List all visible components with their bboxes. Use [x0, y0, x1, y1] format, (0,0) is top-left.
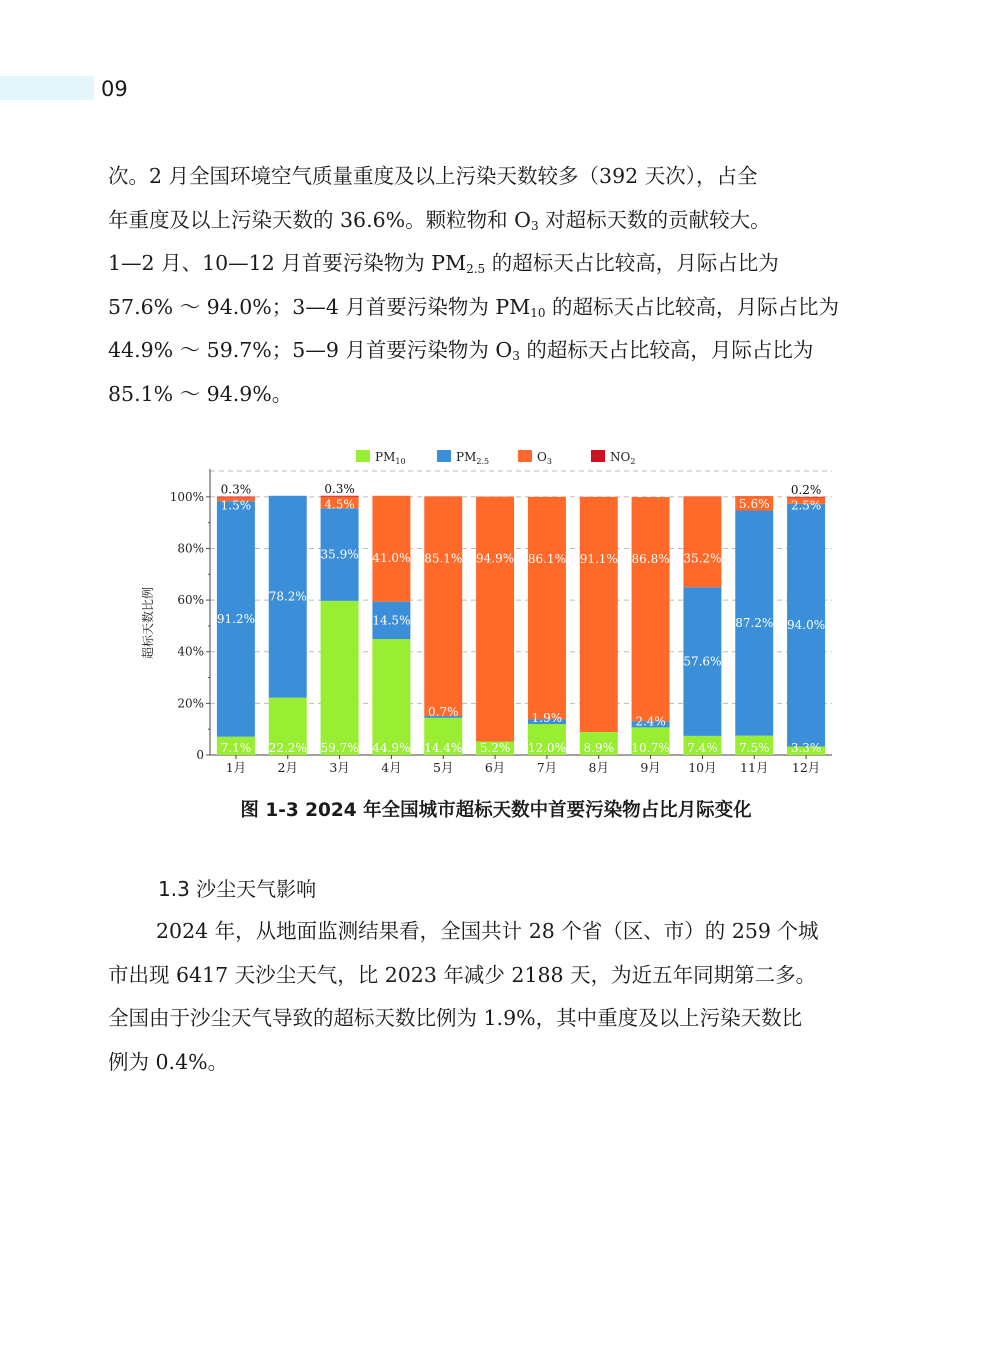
data-label: 1.9%	[531, 711, 563, 726]
chart-svg	[130, 440, 840, 785]
data-label: 41.0%	[372, 550, 411, 565]
page-number: 09	[101, 77, 128, 101]
data-label: 8.9%	[583, 741, 614, 755]
subscript: 2.5	[466, 262, 486, 276]
data-label: 7.4%	[687, 741, 718, 755]
data-label: 94.9%	[476, 551, 515, 566]
page-header-band	[0, 76, 94, 100]
data-label: 0.3%	[324, 481, 355, 496]
data-label: 87.2%	[735, 616, 774, 631]
y-axis-label: 超标天数比例	[141, 586, 155, 660]
x-tick-label: 3月	[329, 760, 350, 775]
legend-label: $NO_2$	[610, 450, 636, 466]
text-run: 85.1% ～ 94.9%。	[108, 381, 293, 406]
paragraph-1-line	[108, 155, 888, 199]
text-run: 次。2 月全国环境空气质量重度及以上污染天数较多（392 天次），占全	[108, 164, 758, 188]
x-tick-label: 4月	[381, 760, 402, 775]
data-label: 7.1%	[220, 741, 252, 755]
data-label: 12.0%	[527, 741, 566, 755]
text-run: 1—2 月、10—12 月首要污染物为 PM	[108, 251, 467, 275]
data-label: 94.0%	[787, 618, 826, 633]
bar-segment	[632, 497, 670, 721]
subscript: 10	[530, 305, 546, 320]
paragraph-2	[108, 910, 888, 1084]
data-label: 35.9%	[320, 547, 359, 562]
x-tick-label: 11月	[740, 760, 769, 775]
bar-segment	[372, 496, 410, 602]
data-label: 5.6%	[739, 497, 770, 512]
subscript: 3	[530, 218, 539, 233]
paragraph-2-line: 例为 0.4%。	[108, 1049, 229, 1074]
data-label: 2.4%	[635, 714, 666, 729]
data-label: 1.5%	[220, 498, 252, 513]
bar-segment	[580, 497, 618, 732]
data-label: 7.5%	[739, 741, 770, 755]
x-tick-label: 5月	[433, 760, 454, 775]
data-label: 78.2%	[268, 589, 307, 604]
x-tick-label: 8月	[588, 760, 609, 775]
data-label: 85.1%	[424, 551, 463, 566]
x-tick-label: 10月	[688, 760, 717, 775]
data-label: 35.2%	[683, 551, 722, 566]
x-tick-label: 6月	[484, 760, 506, 775]
data-label: 0.3%	[220, 482, 252, 497]
y-tick-label: 20%	[177, 696, 204, 711]
bar-segment	[321, 496, 359, 497]
data-label: 59.7%	[320, 741, 359, 755]
y-tick-label: 80%	[177, 541, 204, 556]
paragraph-2-line: 全国由于沙尘天气导致的超标天数比例为 1.9%，其中重度及以上污染天数比	[108, 1006, 803, 1030]
bar-segment	[424, 496, 462, 716]
x-tick-label: 1月	[225, 760, 247, 775]
data-label: 0.2%	[790, 482, 822, 497]
paragraph-1	[108, 155, 888, 416]
x-tick-label: 7月	[536, 760, 558, 775]
bar-segment	[372, 639, 410, 755]
y-tick-label: 40%	[177, 644, 204, 659]
text-run: 57.6% ～ 94.0%；3—4 月首要污染物为 PM	[108, 294, 531, 319]
data-label: 2.5%	[790, 498, 822, 513]
x-tick-label: 2月	[277, 760, 298, 775]
data-label: 86.1%	[527, 551, 566, 566]
paragraph-1-line	[108, 199, 888, 243]
data-label: 57.6%	[683, 654, 722, 669]
data-label: 86.8%	[631, 552, 670, 567]
paragraph-1-line	[108, 242, 888, 286]
x-tick-label: 9月	[640, 760, 661, 775]
y-tick-label: 60%	[177, 593, 204, 608]
bar-segment	[787, 497, 825, 498]
subscript: 3	[512, 349, 520, 363]
stacked-bar-chart	[130, 440, 840, 785]
data-label: 4.5%	[324, 497, 355, 512]
section-heading: 1.3 沙尘天气影响	[158, 877, 317, 901]
legend-label: $PM_{2.5}$	[456, 450, 490, 466]
data-label: 91.1%	[579, 551, 618, 566]
bar-segment	[683, 496, 721, 587]
bar-segment	[528, 497, 566, 719]
bar-segment	[217, 497, 255, 498]
data-label: 10.7%	[631, 741, 670, 755]
legend-label: $O_3$	[537, 450, 552, 466]
figure-caption: 图 1-3 2024 年全国城市超标天数中首要污染物占比月际变化	[240, 800, 752, 821]
x-tick-label: 12月	[791, 760, 821, 775]
paragraph-1-line	[108, 373, 888, 417]
text-run: 的超标天占比较高，月际占比为	[545, 294, 839, 319]
data-label: 14.4%	[424, 741, 463, 755]
data-label: 3.3%	[790, 741, 822, 755]
paragraph-1-line	[108, 329, 888, 373]
data-label: 22.2%	[268, 741, 307, 755]
legend-swatch	[591, 450, 605, 462]
data-label: 44.9%	[372, 741, 411, 755]
legend-label: $PM_{10}$	[375, 450, 406, 466]
paragraph-2-line: 市出现 6417 天沙尘天气，比 2023 年减少 2188 天，为近五年同期第二多。	[108, 962, 817, 987]
text-run: 的超标天占比较高，月际占比为	[519, 338, 814, 362]
text-run: 44.9% ～ 59.7%；5—9 月首要污染物为 O	[108, 338, 513, 362]
paragraph-1-line	[108, 286, 888, 330]
paragraph-2-line: 2024 年，从地面监测结果看，全国共计 28 个省（区、市）的 259 个城	[156, 919, 819, 943]
text-run: 年重度及以上污染天数的 36.6%。颗粒物和 O	[108, 207, 531, 232]
text-run: 的超标天占比较高，月际占比为	[485, 251, 779, 275]
legend-swatch	[518, 450, 532, 462]
data-label: 5.2%	[479, 741, 511, 755]
y-tick-label: 0	[196, 748, 204, 762]
bar-segment	[476, 497, 514, 742]
data-label: 91.2%	[216, 611, 255, 626]
bar-segment	[321, 601, 359, 755]
legend-swatch	[437, 450, 451, 462]
text-run: 对超标天数的贡献较大。	[538, 207, 771, 232]
legend-swatch	[356, 450, 370, 462]
data-label: 0.7%	[428, 704, 459, 719]
y-tick-label: 100%	[169, 489, 204, 504]
data-label: 14.5%	[372, 613, 411, 628]
